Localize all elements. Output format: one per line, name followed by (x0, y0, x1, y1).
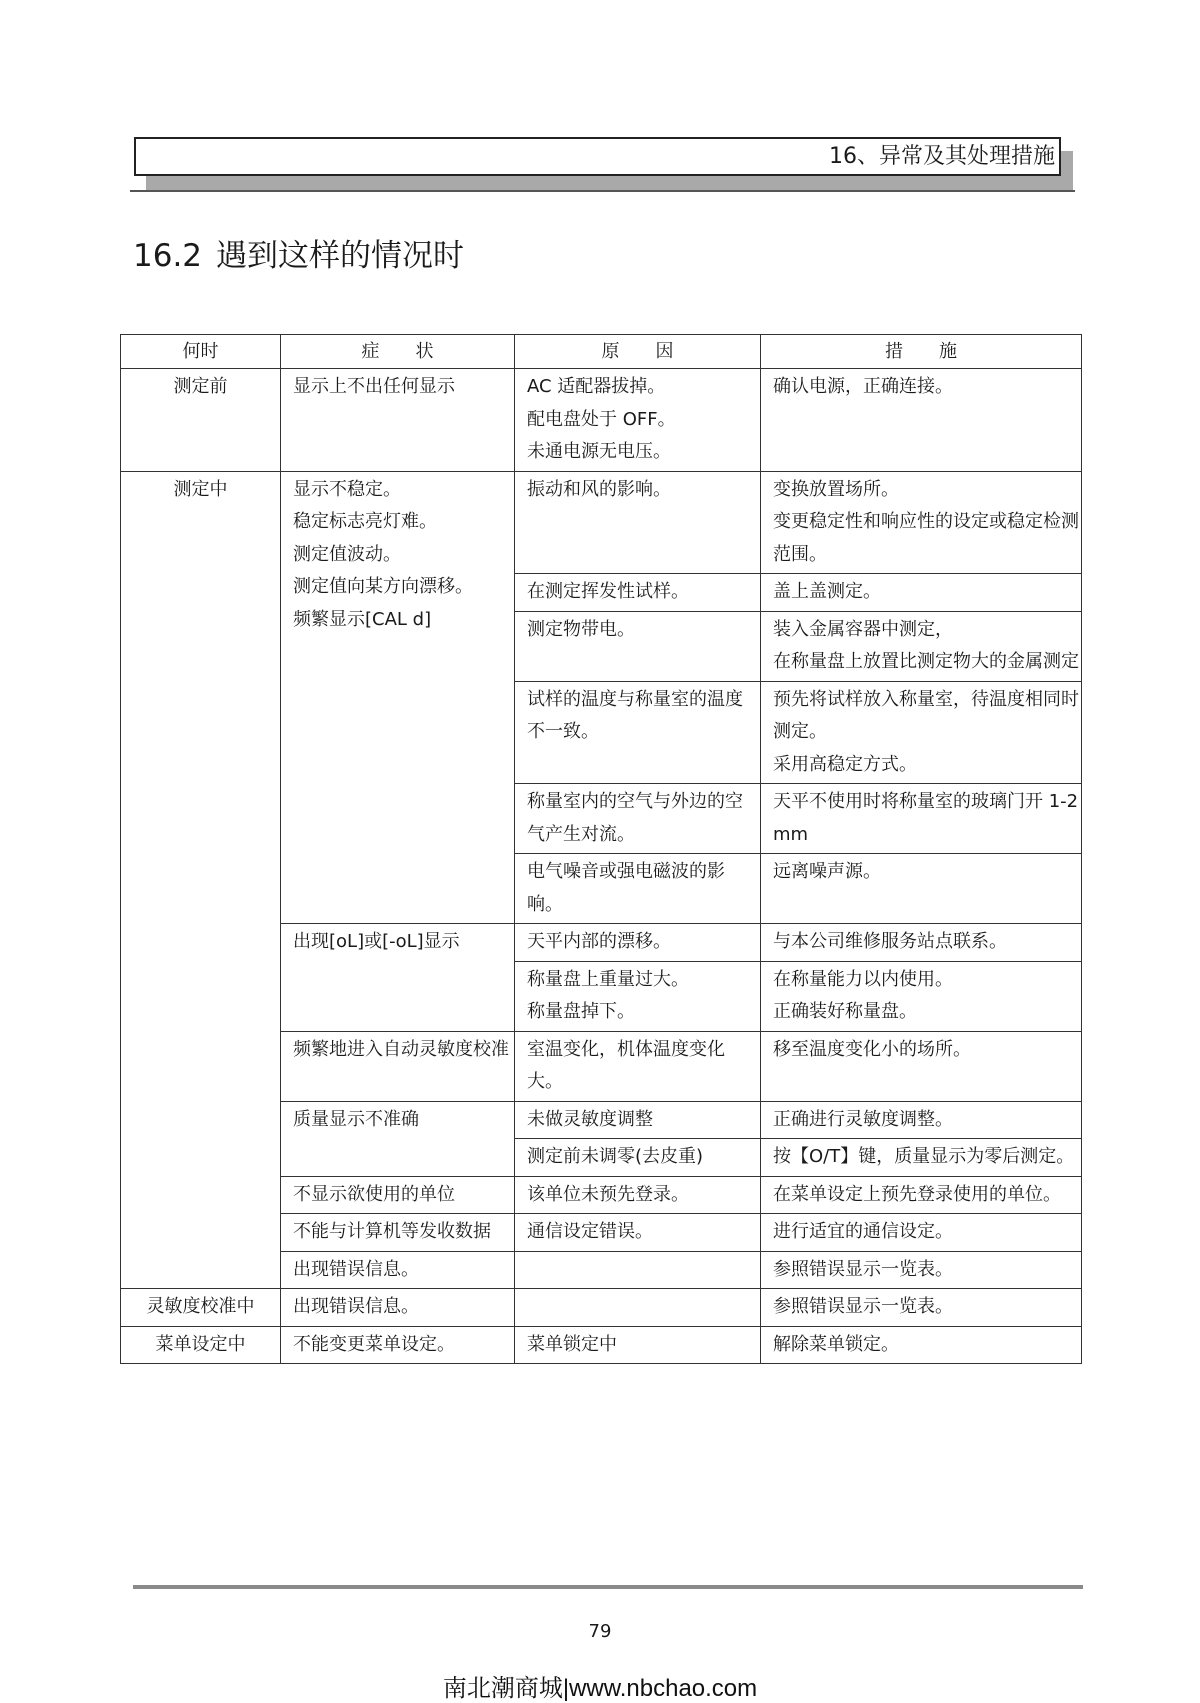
column-header-symptom: 症 状 (281, 335, 515, 369)
cell-line: 测定值向某方向漂移。 (293, 576, 473, 597)
cell-line: 不能与计算机等发收数据 (293, 1221, 491, 1242)
table-header-row (121, 335, 1082, 369)
cell-line: 移至温度变化小的场所。 (773, 1038, 971, 1060)
cell-line: 变更稳定性和响应性的设定或稳定检测范围。 (773, 511, 1079, 565)
cell-line: 该单位未预先登录。 (527, 1183, 689, 1205)
cell-line: 确认电源，正确连接。 (773, 376, 953, 397)
cell-line: 在测定挥发性试样。 (527, 581, 689, 602)
cause-cell (515, 784, 761, 854)
watermark-text: 南北潮商城|www.nbchao.com (442, 1675, 758, 1702)
cause-cell (515, 681, 761, 784)
cell-line: 参照错误显示一览表。 (773, 1258, 953, 1280)
symptom-cell (281, 1101, 515, 1176)
cause-cell (515, 1031, 761, 1101)
action-cell (761, 369, 1082, 472)
cell-line: 天平内部的漂移。 (527, 931, 671, 952)
action-cell (761, 784, 1082, 854)
cell-line: 未做灵敏度调整 (527, 1108, 653, 1130)
cell-line: 不能变更菜单设定。 (293, 1333, 455, 1355)
cell-line: 通信设定错误。 (527, 1221, 653, 1242)
cell-line: AC 适配器拔掉。 (527, 376, 666, 397)
cause-cell (515, 1214, 761, 1252)
cell-line: 采用高稳定方式。 (773, 753, 917, 775)
cause-cell (515, 1176, 761, 1214)
action-cell (761, 471, 1082, 574)
chapter-title: 16、异常及其处理措施 (829, 144, 1055, 169)
when-cell: 灵敏度校准中 (121, 1289, 281, 1327)
cause-cell (515, 471, 761, 574)
cell-line: 变换放置场所。 (773, 478, 899, 500)
page-number: 79 (588, 1621, 612, 1642)
cell-line: 正确装好称量盘。 (773, 1001, 917, 1022)
cell-line: 盖上盖测定。 (773, 581, 881, 602)
action-cell (761, 1101, 1082, 1139)
symptom-cell (281, 471, 515, 924)
section-number: 16.2 (133, 238, 203, 274)
cell-line: 与本公司维修服务站点联系。 (773, 931, 1007, 952)
cell-line: 装入金属容器中测定， (773, 618, 953, 640)
cell-line: 正确进行灵敏度调整。 (773, 1108, 953, 1130)
cell-line: 试样的温度与称量室的温度不一致。 (527, 688, 743, 742)
when-cell: 测定中 (121, 471, 281, 1289)
cell-line: 解除菜单锁定。 (773, 1333, 899, 1355)
cell-line: 测定值波动。 (293, 543, 401, 565)
table-row (121, 369, 1082, 472)
cell-line: 在菜单设定上预先登录使用的单位。 (773, 1183, 1061, 1205)
table-row (121, 471, 1082, 574)
cell-line: 显示上不出任何显示 (293, 376, 455, 397)
table-body (121, 369, 1082, 1364)
section-heading: 遇到这样的情况时 (216, 238, 465, 274)
cell-line: 预先将试样放入称量室，待温度相同时测定。 (773, 688, 1079, 742)
symptom-cell (281, 369, 515, 472)
cell-line: 参照错误显示一览表。 (773, 1296, 953, 1317)
cause-cell (515, 1251, 761, 1289)
symptom-cell (281, 924, 515, 1032)
cell-line: 按【O/T】键，质量显示为零后测定。 (773, 1146, 1075, 1167)
symptom-cell (281, 1326, 515, 1364)
cell-line: 远离噪声源。 (773, 861, 881, 882)
cell-line: 出现错误信息。 (293, 1258, 419, 1280)
when-cell: 菜单设定中 (121, 1326, 281, 1364)
cause-cell (515, 369, 761, 472)
chapter-header (134, 137, 1061, 176)
cell-line: 不显示欲使用的单位 (293, 1183, 455, 1205)
cell-line: 称量盘掉下。 (527, 1001, 635, 1022)
cell-line: 测定物带电。 (527, 618, 635, 640)
cause-cell (515, 1101, 761, 1139)
symptom-cell (281, 1214, 515, 1252)
cause-cell (515, 961, 761, 1031)
cell-line: 进行适宜的通信设定。 (773, 1221, 953, 1242)
cell-line: 菜单锁定中 (527, 1333, 617, 1355)
action-cell (761, 961, 1082, 1031)
cell-line: 配电盘处于 OFF。 (527, 408, 676, 430)
action-cell (761, 1031, 1082, 1101)
cell-line: 在称量盘上放置比测定物大的金属测定 (773, 651, 1079, 672)
cell-line: 天平不使用时将称量室的玻璃门开 1-2mm (773, 791, 1079, 845)
action-cell (761, 1214, 1082, 1252)
symptom-cell (281, 1289, 515, 1327)
cell-line: 显示不稳定。 (293, 478, 401, 500)
action-cell (761, 1176, 1082, 1214)
section-title (133, 236, 464, 276)
action-cell (761, 1289, 1082, 1327)
symptom-cell (281, 1251, 515, 1289)
cell-line: 未通电源无电压。 (527, 441, 671, 462)
cell-line: 室温变化，机体温度变化大。 (527, 1038, 725, 1092)
column-header-when: 何时 (121, 335, 281, 369)
column-header-action: 措 施 (761, 335, 1082, 369)
cause-cell (515, 1326, 761, 1364)
action-cell (761, 681, 1082, 784)
cell-line: 在称量能力以内使用。 (773, 968, 953, 990)
table-row (121, 1289, 1082, 1327)
symptom-cell (281, 1031, 515, 1101)
cell-line: 振动和风的影响。 (527, 478, 671, 500)
header-divider (130, 190, 1075, 192)
action-cell (761, 611, 1082, 681)
cell-line: 测定前未调零(去皮重) (527, 1146, 704, 1167)
column-header-cause: 原 因 (515, 335, 761, 369)
action-cell (761, 574, 1082, 612)
cell-line: 稳定标志亮灯难。 (293, 511, 437, 532)
cell-line: 称量盘上重量过大。 (527, 968, 689, 990)
cause-cell (515, 854, 761, 924)
cause-cell (515, 611, 761, 681)
action-cell (761, 1251, 1082, 1289)
when-cell: 测定前 (121, 369, 281, 472)
action-cell (761, 924, 1082, 962)
cell-line: 频繁地进入自动灵敏度校准 (293, 1038, 509, 1060)
cell-line: 质量显示不准确 (293, 1108, 419, 1130)
cause-cell (515, 924, 761, 962)
cell-line: 频繁显示[CAL d] (293, 608, 432, 630)
cell-line: 出现[oL]或[-oL]显示 (293, 931, 460, 952)
cell-line: 称量室内的空气与外边的空气产生对流。 (527, 791, 743, 845)
symptom-cell (281, 1176, 515, 1214)
footer-divider (133, 1585, 1083, 1589)
action-cell (761, 1326, 1082, 1364)
cause-cell (515, 1139, 761, 1177)
troubleshooting-table (120, 334, 1082, 1364)
cell-line: 出现错误信息。 (293, 1296, 419, 1317)
action-cell (761, 854, 1082, 924)
table-row (121, 1326, 1082, 1364)
cell-line: 电气噪音或强电磁波的影响。 (527, 861, 725, 915)
cause-cell (515, 574, 761, 612)
cause-cell (515, 1289, 761, 1327)
action-cell (761, 1139, 1082, 1177)
